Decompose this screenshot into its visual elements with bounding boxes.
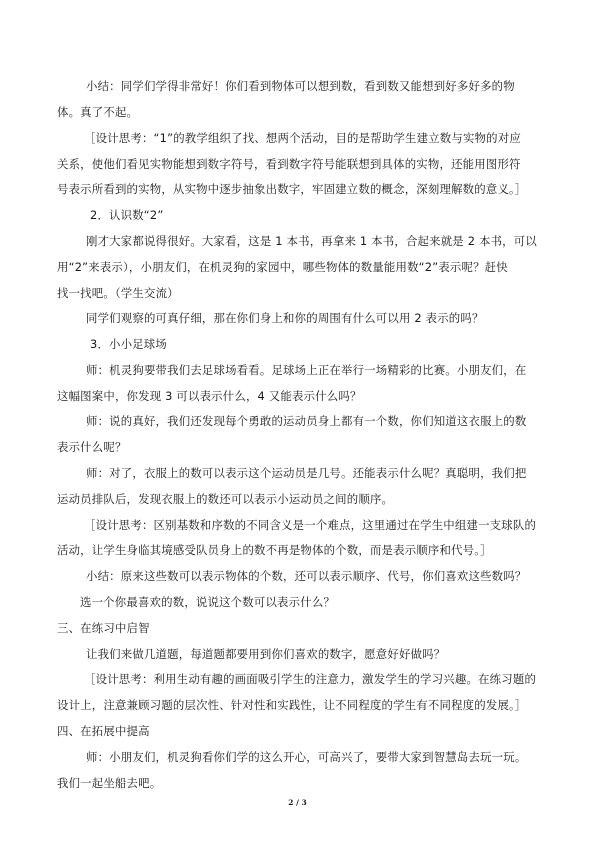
design-note-2-line-2: 活动，让学生身临其境感受队员身上的数不再是物体的个数，而是表示顺序和代号。］ bbox=[57, 543, 492, 557]
design-note-1-line-1: ［设计思考：“1”的教学组织了找、想两个活动，目的是帮助学生建立数与实物的对应 bbox=[84, 131, 521, 145]
summary-paragraph-line-1: 小结：同学们学得非常好！你们看到物体可以想到数，看到数又能想到好多好多的物 bbox=[86, 79, 515, 93]
number-2-paragraph-line-1: 刚才大家都说得很好。大家看，这是 1 本书，再拿来 1 本书，合起来就是 2 本书，可以 bbox=[86, 234, 537, 248]
teacher-line-3b: 运动员排队后，发现衣服上的数还可以表示小运动员之间的顺序。 bbox=[57, 492, 394, 506]
observation-paragraph: 同学们观察的可真仔细，那在你们身上和你的周围有什么可以用 2 表示的吗？ bbox=[86, 311, 484, 325]
practice-paragraph: 让我们来做几道题，每道题都要用到你们喜欢的数字，愿意好好做吗？ bbox=[86, 647, 446, 661]
number-2-paragraph-line-2: 用“2”来表示），小朋友们，在机灵狗的家园中，哪些物体的数量能用数“2”表示呢？赶快 bbox=[57, 260, 508, 274]
summary-paragraph-line-2: 体。真了不起。 bbox=[57, 105, 139, 119]
page-number: 2 / 3 bbox=[288, 798, 307, 807]
teacher-line-2b: 表示什么呢？ bbox=[57, 440, 127, 454]
section-heading-number-2: 2．认识数“2” bbox=[90, 208, 164, 222]
teacher-line-3a: 师：对了，衣服上的数可以表示这个运动员是几号。还能表示什么呢？真聪明，我们把 bbox=[86, 466, 527, 480]
teacher-line-1a: 师：机灵狗要带我们去足球场看看。足球场上正在举行一场精彩的比赛。小朋友们，在 bbox=[86, 363, 527, 377]
design-note-3-line-1: ［设计思考：利用生动有趣的画面吸引学生的注意力，激发学生的学习兴趣。在练习题的 bbox=[84, 672, 537, 686]
section-heading-extension: 四、在拓展中提高 bbox=[57, 724, 150, 738]
design-note-1-line-2: 关系，使他们看见实物能想到数字符号，看到数字符号能联想到具体的实物，还能用图形符 bbox=[57, 157, 521, 171]
teacher-line-2a: 师：说的真好，我们还发现每个勇敢的运动员身上都有一个数，你们知道这衣服上的数 bbox=[86, 414, 527, 428]
design-note-2-line-1: ［设计思考：区别基数和序数的不同含义是一个难点，这里通过在学生中组建一支球队的 bbox=[84, 518, 537, 532]
teacher-line-1b: 这幅图案中，你发现 3 可以表示什么，4 又能表示什么吗？ bbox=[57, 389, 362, 403]
section-heading-football: 3．小小足球场 bbox=[90, 337, 167, 351]
summary-2-line-1: 小结：原来这些数可以表示物体的个数，还可以表示顺序、代号，你们喜欢这些数吗？ bbox=[86, 569, 527, 583]
section-heading-practice: 三、在练习中启智 bbox=[57, 621, 150, 635]
design-note-1-line-3: 号表示所看到的实物，从实物中逐步抽象出数字，牢固建立数的概念，深刻理解数的意义。］ bbox=[57, 182, 527, 196]
design-note-3-line-2: 设计上，注意兼顾习题的层次性、针对性和实践性，让不同程度的学生有不同程度的发展。］ bbox=[57, 698, 527, 712]
extension-line-1: 师：小朋友们，机灵狗看你们学的这么开心，可高兴了，要带大家到智慧岛去玩一玩。 bbox=[86, 750, 527, 764]
extension-line-2: 我们一起坐船去吧。 bbox=[57, 776, 162, 790]
number-2-paragraph-line-3: 找一找吧。（学生交流） bbox=[57, 286, 179, 300]
summary-2-line-2: 选一个你最喜欢的数，说说这个数可以表示什么？ bbox=[80, 595, 335, 609]
